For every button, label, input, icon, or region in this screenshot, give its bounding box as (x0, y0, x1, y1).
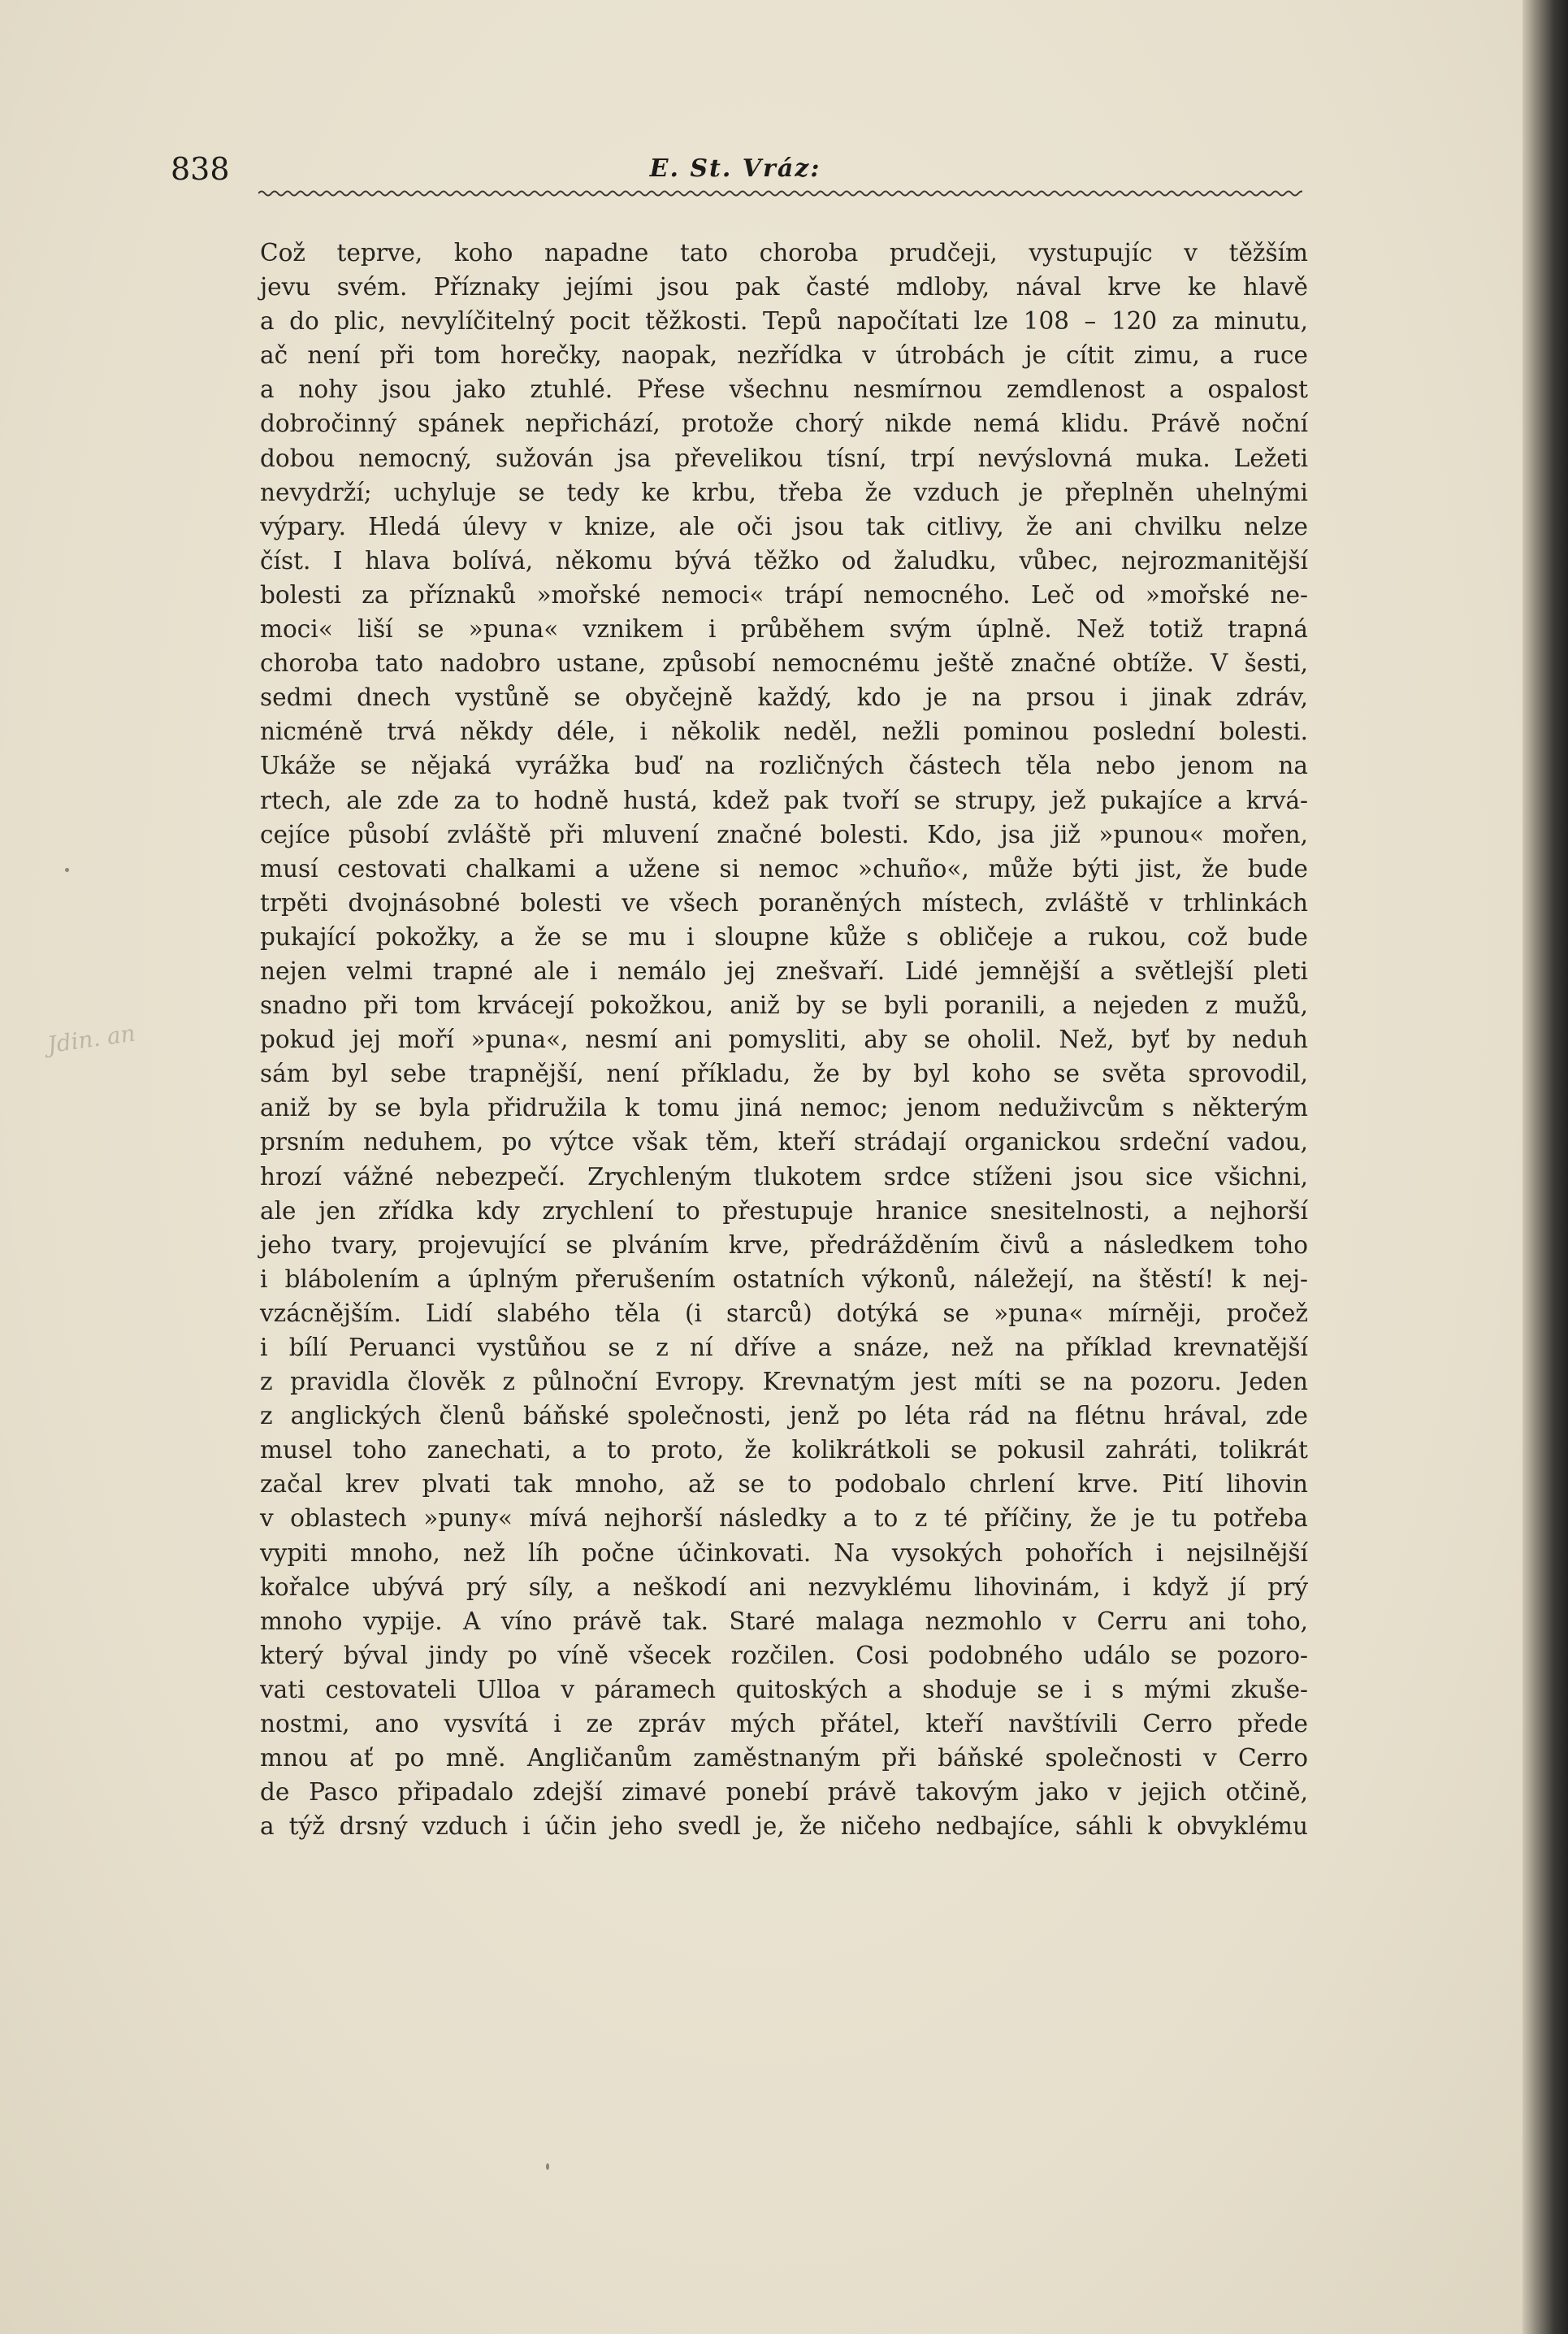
text-line: rtech, ale zde za to hodně hustá, kdež pak tvoří se strupy, jež pukajíce a krvá- (260, 786, 1308, 814)
paper-speck (65, 868, 69, 872)
text-line (260, 1843, 1308, 1877)
page-number: 838 (171, 151, 230, 187)
text-line: v oblastech »puny« mívá nejhorší následky a to z té příčiny, že je tu potřeba (260, 1504, 1308, 1533)
text-line: dobročinný spánek nepřichází, protože chorý nikde nemá klidu. Právě noční (260, 410, 1308, 438)
text-line: jeho tvary, projevující se plváním krve, předrážděním čivů a následkem toho (260, 1230, 1308, 1259)
text-line: z anglických členů báňské společnosti, jenž po léta rád na flétnu hrával, zde (260, 1402, 1308, 1430)
wavy-rule-divider (258, 189, 1302, 198)
text-line: a do plic, nevylíčitelný pocit těžkosti. Tepů napočítati lze 108 – 120 za minutu, (260, 307, 1308, 336)
text-line: číst. I hlava bolívá, někomu bývá těžko od žaludku, vůbec, nejrozmanitější (260, 546, 1308, 575)
text-line: nejen velmi trapné ale i nemálo jej znešvaří. Lidé jemnější a světlejší pleti (260, 957, 1308, 985)
text-line: trpěti dvojnásobné bolesti ve všech poraněných místech, zvláště v trhlinkách (260, 888, 1308, 917)
text-line: kořalce ubývá prý síly, a neškodí ani nezvyklému lihovinám, i když jí prý (260, 1573, 1308, 1601)
text-line: sedmi dnech vystůně se obyčejně každý, kdo je na prsou i jinak zdráv, (260, 683, 1308, 712)
text-line: i blábolením a úplným přerušením ostatních výkonů, náležejí, na štěstí! k nej- (260, 1265, 1308, 1293)
margin-pencil-note: Jdin. an (45, 1019, 137, 1059)
text-line: nicméně trvá někdy déle, i několik neděl, nežli pominou poslední bolesti. (260, 718, 1308, 746)
body-text (260, 236, 1308, 1878)
text-line: mnoho vypije. A víno právě tak. Staré malaga nezmohlo v Cerru ani toho, (260, 1607, 1308, 1635)
text-line: aniž by se byla přidružila k tomu jiná nemoc; jenom neduživcům s některým (260, 1094, 1308, 1122)
text-line: musel toho zanechati, a to proto, že kolikrátkoli se pokusil zahráti, tolikrát (260, 1436, 1308, 1464)
text-line: vzácnějším. Lidí slabého těla (i starců) dotýká se »puna« mírněji, pročež (260, 1299, 1308, 1327)
text-line: choroba tato nadobro ustane, způsobí nemocnému ještě značné obtíže. V šesti, (260, 649, 1308, 678)
text-line: hrozí vážné nebezpečí. Zrychleným tlukotem srdce stíženi jsou sice všichni, (260, 1162, 1308, 1191)
text-line: i bílí Peruanci vystůňou se z ní dříve a snáze, než na příklad krevnatější (260, 1334, 1308, 1361)
text-line: začal krev plvati tak mnoho, až se to podobalo chrlení krve. Pití lihovin (260, 1470, 1308, 1499)
text-line: prsním neduhem, po výtce však těm, kteří strádají organickou srdeční vadou, (260, 1128, 1308, 1156)
text-line: nostmi, ano vysvítá i ze zpráv mých přátel, kteří navštívili Cerro přede (260, 1710, 1308, 1738)
paper-speck (546, 2163, 549, 2170)
text-line: vati cestovateli Ulloa v páramech quitoských a shoduje se i s mými zkuše- (260, 1675, 1308, 1703)
text-line: de Pasco připadalo zdejší zimavé ponebí právě takovým jako v jejich otčině, (260, 1778, 1308, 1807)
text-line: pukající pokožky, a že se mu i sloupne kůže s obličeje a rukou, což bude (260, 922, 1308, 951)
text-line: ač není při tom horečky, naopak, nezřídka v útrobách je cítit zimu, a ruce (260, 341, 1308, 370)
text-line: výpary. Hledá úlevy v knize, ale oči jsou tak citlivy, že ani chvilku nelze (260, 512, 1308, 540)
text-line: pokud jej moří »puna«, nesmí ani pomysliti, aby se oholil. Než, byť by neduh (260, 1026, 1308, 1054)
text-line: bolesti za příznaků »mořské nemoci« trápí nemocného. Leč od »mořské ne- (260, 580, 1308, 609)
text-line: jevu svém. Příznaky jejími jsou pak časté mdloby, nával krve ke hlavě (260, 273, 1308, 302)
text-line: Ukáže se nějaká vyrážka buď na rozličných částech těla nebo jenom na (260, 752, 1308, 780)
text-line: z pravidla člověk z půlnoční Evropy. Krevnatým jest míti se na pozoru. Jeden (260, 1368, 1308, 1396)
text-line: dobou nemocný, sužován jsa převelikou tísní, trpí nevýslovná muka. Ležeti (260, 444, 1308, 472)
text-line: mnou ať po mně. Angličanům zaměstnaným při báňské společnosti v Cerro (260, 1744, 1308, 1772)
text-line: a nohy jsou jako ztuhlé. Přese všechnu nesmírnou zemdlenost a ospalost (260, 375, 1308, 404)
page-header (171, 151, 1300, 192)
text-line: moci« liší se »puna« vznikem i průběhem svým úplně. Než totiž trapná (260, 615, 1308, 644)
text-line: ale jen zřídka kdy zrychlení to přestupuje hranice snesitelnosti, a nejhorší (260, 1196, 1308, 1225)
text-line: nevydrží; uchyluje se tedy ke krbu, třeba že vzduch je přeplněn uhelnými (260, 478, 1308, 506)
text-line: snadno při tom krvácejí pokožkou, aniž by se byli poranili, a nejeden z mužů, (260, 991, 1308, 1020)
text-line: cejíce působí zvláště při mluvení značné bolesti. Kdo, jsa již »punou« mořen, (260, 820, 1308, 848)
page-edge-shadow (1523, 0, 1568, 2334)
text-line: sám byl sebe trapnější, není příkladu, že by byl koho se světa sprovodil, (260, 1060, 1308, 1088)
text-line: a týž drsný vzduch i účin jeho svedl je, že ničeho nedbajíce, sáhli k obvyklému (260, 1812, 1308, 1841)
text-line: vypiti mnoho, než líh počne účinkovati. Na vysokých pohořích i nejsilnější (260, 1538, 1308, 1567)
text-line: musí cestovati chalkami a užene si nemoc »chuño«, může býti jist, že bude (260, 854, 1308, 883)
text-line: Což teprve, koho napadne tato choroba prudčeji, vystupujíc v těžším (260, 239, 1308, 267)
running-head: E. St. Vráz: (649, 154, 821, 183)
text-line: který býval jindy po víně všecek rozčilen. Cosi podobného událo se pozoro- (260, 1641, 1308, 1669)
